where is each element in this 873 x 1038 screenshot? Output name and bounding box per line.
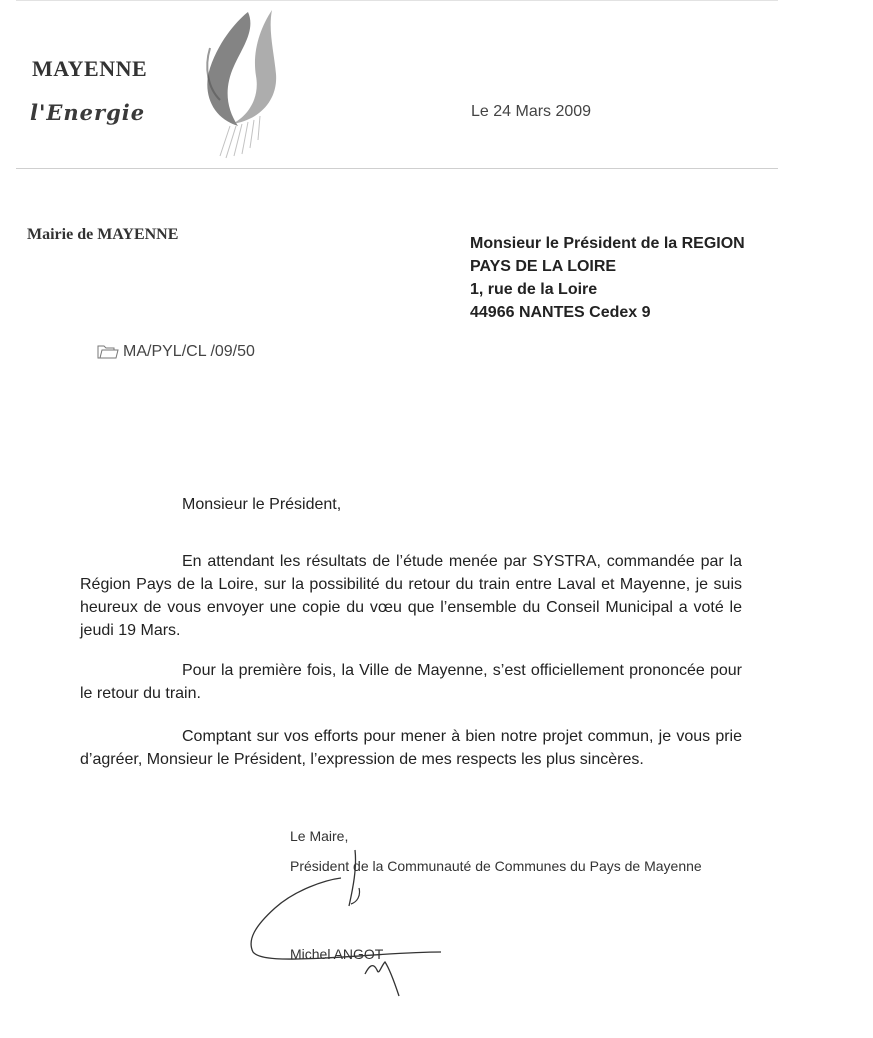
recipient-line: Monsieur le Président de la REGION [470, 235, 745, 252]
reference-text: MA/PYL/CL /09/50 [123, 343, 255, 360]
signatory-name: Michel ANGOT [290, 946, 384, 962]
letterhead-name: MAYENNE [32, 56, 148, 81]
header-divider [16, 168, 778, 169]
letter-date: Le 24 Mars 2009 [471, 103, 592, 120]
recipient-line: 1, rue de la Loire [470, 281, 598, 298]
signatory-title: Le Maire, [290, 828, 349, 844]
body-paragraph [80, 725, 742, 771]
paragraph-text: Comptant sur vos efforts pour mener à bien notre projet commun, je vous prie d’agréer, Monsieur le Président, l’expression de mes respects les plus sincères. [80, 728, 742, 768]
body-paragraph [80, 659, 742, 705]
recipient-line: PAYS DE LA LOIRE [470, 258, 617, 275]
recipient-line: 44966 NANTES Cedex 9 [470, 304, 651, 321]
signatory-role: Président de la Communauté de Communes du Pays de Mayenne [290, 858, 702, 874]
letterhead-tagline: l'Energie [30, 100, 146, 125]
folder-icon [97, 345, 119, 359]
body-paragraph [80, 550, 742, 642]
salutation: Monsieur le Président, [182, 496, 342, 513]
recipient-address [470, 232, 745, 324]
sender-name: Mairie de MAYENNE [27, 226, 179, 243]
reference-line [97, 343, 255, 361]
handwritten-signature [245, 848, 455, 998]
paragraph-text: En attendant les résultats de l’étude menée par SYSTRA, commandée par la Région Pays de la Loire, sur la possibilité du retour du train entre Laval et Mayenne, je suis heureux de vous envoyer une copie du vœu que l’ensemble du Conseil Municipal a voté le jeudi 19 Mars. [80, 553, 742, 639]
top-divider [16, 0, 778, 1]
paragraph-text: Pour la première fois, la Ville de Mayenne, s’est officiellement prononcée pour le retour du train. [80, 662, 742, 702]
mayenne-flame-logo [190, 8, 290, 160]
